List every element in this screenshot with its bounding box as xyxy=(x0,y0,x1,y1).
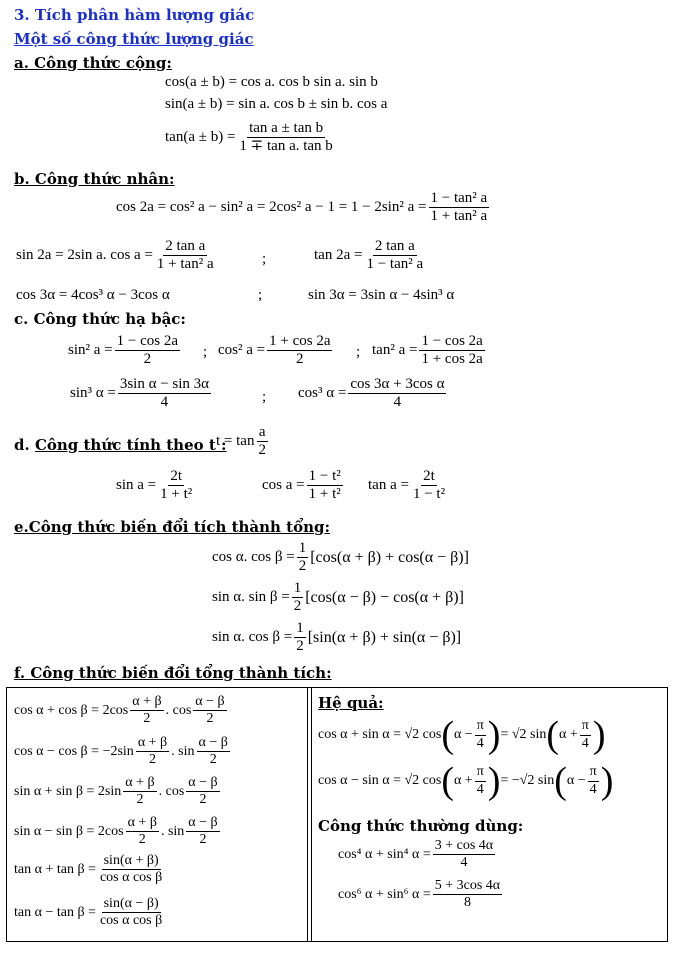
formula-e3-lhs: sin α. cos β = xyxy=(212,629,293,646)
separator: ; xyxy=(262,389,267,405)
ab-minus: α − β xyxy=(186,815,219,832)
paren-open: ( xyxy=(554,760,567,802)
two: 2 xyxy=(148,752,156,768)
pi: π xyxy=(580,718,591,735)
formula-d3 xyxy=(368,468,449,504)
formula-b2-den: 1 + tan² a xyxy=(156,256,214,273)
formula-c4-den: 4 xyxy=(160,394,169,411)
half-den: 2 xyxy=(293,598,302,615)
formula-a3 xyxy=(165,120,337,156)
formula-c3-num: 1 − cos 2a xyxy=(419,333,484,351)
paren-close: ) xyxy=(487,760,501,802)
section-d-label: Công thức tính theo t : xyxy=(34,436,227,454)
he-qua-heading: Hệ quả: xyxy=(318,694,384,712)
formula-e3 xyxy=(212,620,461,656)
formula-a3-den: 1 ∓ tan a. tan b xyxy=(239,138,333,155)
subtitle-link[interactable]: Một số công thức lượng giác xyxy=(14,30,254,48)
formula-f5-lhs: tan α + tan β = xyxy=(14,861,96,877)
formula-d-t-lhs: t = tan xyxy=(216,433,255,450)
section-d-heading xyxy=(14,436,227,454)
four: 4 xyxy=(581,735,589,751)
four: 4 xyxy=(476,781,484,797)
formula-f2 xyxy=(14,735,232,768)
formula-f5-num: sin(α + β) xyxy=(102,853,161,870)
formula-c5-lhs: cos³ α = xyxy=(298,385,347,402)
formula-f3-mid: . cos xyxy=(158,783,185,799)
formula-c1-num: 1 − cos 2a xyxy=(115,333,180,351)
two: 2 xyxy=(199,792,207,808)
formula-e3-rhs: [sin(α + β) + sin(α − β)] xyxy=(307,628,462,646)
formula-d3-den: 1 − t² xyxy=(412,486,446,503)
thuong-dung-heading: Công thức thường dùng: xyxy=(318,817,524,835)
formula-c2-den: 2 xyxy=(296,351,304,368)
section-e-heading: e.Công thức biến đổi tích thành tổng: xyxy=(14,518,331,536)
formula-c5 xyxy=(298,376,448,412)
formula-t2-den: 8 xyxy=(463,895,471,911)
formula-c5-den: 4 xyxy=(393,394,402,411)
half-den: 2 xyxy=(298,558,307,575)
separator: ; xyxy=(262,251,267,267)
formula-f2-lhs: cos α − cos β = −2sin xyxy=(14,743,134,759)
two: 2 xyxy=(143,711,151,727)
formula-e2 xyxy=(212,580,464,616)
formula-d3-lhs: tan a = xyxy=(368,477,409,494)
formula-t2-lhs: cos⁶ α + sin⁶ α = xyxy=(338,886,431,902)
formula-c3-lhs: tan² a = xyxy=(372,342,418,359)
formula-t2-num: 5 + 3cos 4α xyxy=(433,878,502,895)
formula-f1 xyxy=(14,694,229,727)
formula-e2-lhs: sin α. sin β = xyxy=(212,589,290,606)
formula-f6 xyxy=(14,896,166,929)
formula-b1-num: 1 − tan² a xyxy=(429,190,490,208)
formula-e1 xyxy=(212,540,469,576)
formula-h1-lhs: cos α + sin α = √2 cos xyxy=(318,727,442,742)
ab-plus: α + β xyxy=(123,775,156,792)
formula-e2-rhs: [cos(α − β) − cos(α + β)] xyxy=(305,588,464,606)
formula-c4 xyxy=(70,376,213,412)
formula-f4-mid: . sin xyxy=(160,823,185,839)
formula-b1-lhs: cos 2a = cos² a − sin² a = 2cos² a − 1 = 1 − 2sin² a = xyxy=(116,199,427,216)
half-den: 2 xyxy=(296,638,304,655)
two: 2 xyxy=(138,832,146,848)
paren-close: ) xyxy=(592,714,606,756)
formula-c2-lhs: cos² a = xyxy=(218,342,266,359)
formula-d1-den: 1 + t² xyxy=(160,486,193,503)
formula-h1-mid: = √2 sin xyxy=(500,727,547,742)
formula-c2 xyxy=(218,333,334,369)
formula-d1-lhs: sin a = xyxy=(116,477,157,494)
paren-close: ) xyxy=(487,714,501,756)
formula-f6-num: sin(α − β) xyxy=(102,896,161,913)
two: 2 xyxy=(209,752,217,768)
paren-open: ( xyxy=(441,760,454,802)
formula-h2-in: α + xyxy=(453,773,473,788)
table-divider-1 xyxy=(307,687,308,942)
formula-c1-lhs: sin² a = xyxy=(68,342,113,359)
formula-d2 xyxy=(262,468,345,504)
pi: π xyxy=(475,764,486,781)
formula-b2 xyxy=(16,238,218,274)
pi: π xyxy=(588,764,599,781)
section-c-heading: c. Công thức hạ bậc: xyxy=(14,310,186,328)
formula-c3-den: 1 + cos 2a xyxy=(421,351,483,368)
formula-f5 xyxy=(14,853,166,886)
formula-a3-lhs: tan(a ± b) = xyxy=(165,129,236,146)
half-num: 1 xyxy=(297,540,309,558)
formula-t1 xyxy=(338,838,497,871)
table-divider-2 xyxy=(311,687,312,942)
formula-c1 xyxy=(68,333,182,369)
formula-c3 xyxy=(372,333,487,369)
formula-t1-den: 4 xyxy=(460,855,468,871)
formula-f1-lhs: cos α + cos β = 2cos xyxy=(14,702,129,718)
cc-den: cos α cos β xyxy=(99,913,163,929)
formula-f3-lhs: sin α + sin β = 2sin xyxy=(14,783,122,799)
formula-c4-lhs: sin³ α = xyxy=(70,385,116,402)
paren-open: ( xyxy=(441,714,454,756)
formula-b2-num: 2 tan a xyxy=(163,238,207,256)
section-a-heading: a. Công thức cộng: xyxy=(14,54,172,72)
paren-open: ( xyxy=(546,714,560,756)
formula-h1 xyxy=(318,716,605,754)
formula-h2-in2: α − xyxy=(566,773,586,788)
ab-minus: α − β xyxy=(197,735,230,752)
half-num: 1 xyxy=(294,620,306,638)
formula-h2-lhs: cos α − sin α = √2 cos xyxy=(318,773,442,788)
formula-d3-num: 2t xyxy=(421,468,437,486)
separator: ; xyxy=(203,344,208,360)
formula-h1-in2: α + xyxy=(559,727,578,742)
table-border-right xyxy=(667,687,668,942)
ab-plus: α + β xyxy=(136,735,169,752)
formula-a1: cos(a ± b) = cos a. cos b sin a. sin b xyxy=(165,74,378,90)
formula-f3 xyxy=(14,775,222,808)
formula-e1-lhs: cos α. cos β = xyxy=(212,549,295,566)
formula-t2 xyxy=(338,878,504,911)
separator: ; xyxy=(356,344,361,360)
formula-e1-rhs: [cos(α + β) + cos(α − β)] xyxy=(310,548,469,566)
formula-d-t-den: 2 xyxy=(258,442,266,459)
ab-plus: α + β xyxy=(130,694,163,711)
table-border-left xyxy=(6,687,7,942)
formula-d-t xyxy=(216,424,270,460)
formula-b5: sin 3α = 3sin α − 4sin³ α xyxy=(308,287,455,303)
formula-b1-den: 1 + tan² a xyxy=(430,208,488,225)
separator: ; xyxy=(258,287,263,303)
formula-b1 xyxy=(116,190,491,226)
formula-h2 xyxy=(318,762,613,800)
two: 2 xyxy=(206,711,214,727)
formula-f2-mid: . sin xyxy=(171,743,195,759)
pi: π xyxy=(475,718,486,735)
formula-b4: cos 3α = 4cos³ α − 3cos α xyxy=(16,287,170,303)
table-border-bottom xyxy=(6,941,668,942)
table-border-top xyxy=(6,687,668,688)
formula-d2-num: 1 − t² xyxy=(307,468,343,486)
formula-a2: sin(a ± b) = sin a. cos b ± sin b. cos a xyxy=(165,96,388,112)
section-b-heading: b. Công thức nhân: xyxy=(14,170,175,188)
formula-d2-den: 1 + t² xyxy=(308,486,341,503)
formula-b3-den: 1 − tan² a xyxy=(366,256,424,273)
page-title: 3. Tích phân hàm lượng giác xyxy=(14,6,255,24)
formula-d2-lhs: cos a = xyxy=(262,477,305,494)
formula-f6-lhs: tan α − tan β = xyxy=(14,904,96,920)
formula-c2-num: 1 + cos 2a xyxy=(267,333,332,351)
formula-h1-in: α − xyxy=(453,727,473,742)
two: 2 xyxy=(136,792,144,808)
formula-f4-lhs: sin α − sin β = 2cos xyxy=(14,823,124,839)
formula-f4 xyxy=(14,815,222,848)
formula-b2-lhs: sin 2a = 2sin a. cos a = xyxy=(16,247,153,264)
formula-a3-num: tan a ± tan b xyxy=(247,120,325,138)
formula-f1-mid: . cos xyxy=(165,702,192,718)
section-f-heading: f. Công thức biến đổi tổng thành tích: xyxy=(14,664,332,682)
formula-c5-num: cos 3α + 3cos α xyxy=(348,376,446,394)
formula-h2-mid: = −√2 sin xyxy=(500,773,555,788)
half-num: 1 xyxy=(292,580,304,598)
formula-d1-num: 2t xyxy=(168,468,184,486)
formula-b3-num: 2 tan a xyxy=(373,238,417,256)
four: 4 xyxy=(589,781,597,797)
formula-t1-num: 3 + cos 4α xyxy=(433,838,495,855)
formula-d1 xyxy=(116,468,196,504)
formula-c4-num: 3sin α − sin 3α xyxy=(118,376,211,394)
formula-b3 xyxy=(314,238,427,274)
formula-d-t-num: a xyxy=(257,424,268,442)
cc-den: cos α cos β xyxy=(99,870,163,886)
ab-plus: α + β xyxy=(126,815,159,832)
ab-minus: α − β xyxy=(193,694,226,711)
formula-t1-lhs: cos⁴ α + sin⁴ α = xyxy=(338,846,431,862)
four: 4 xyxy=(476,735,484,751)
ab-minus: α − β xyxy=(186,775,219,792)
formula-c1-den: 2 xyxy=(143,351,152,368)
two: 2 xyxy=(199,832,207,848)
paren-close: ) xyxy=(600,760,614,802)
section-d-prefix: d. xyxy=(14,436,35,454)
formula-b3-lhs: tan 2a = xyxy=(314,247,363,264)
